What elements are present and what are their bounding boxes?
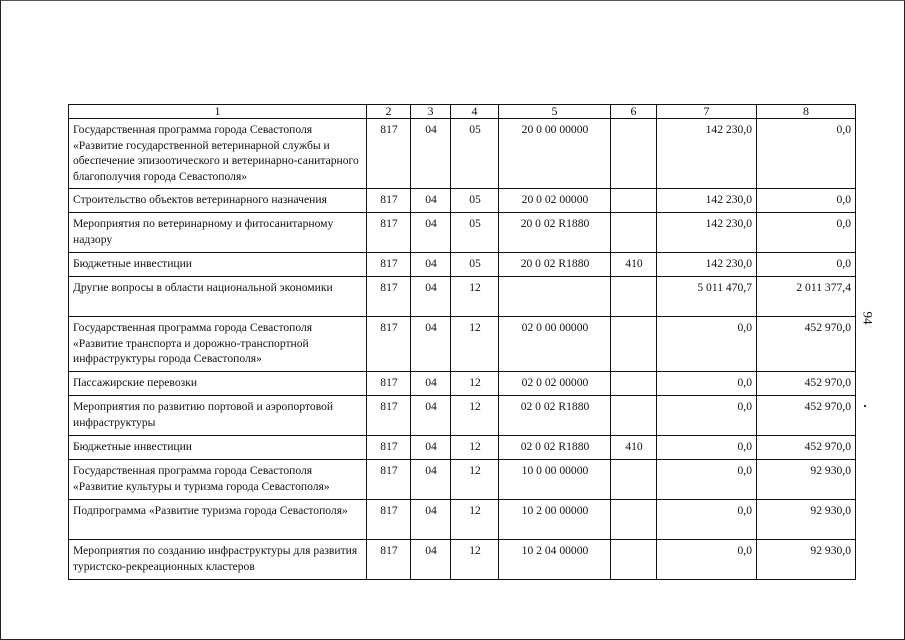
table-row bbox=[69, 540, 856, 580]
row-type-cell bbox=[611, 396, 657, 436]
row-name-cell: Бюджетные инвестиции bbox=[69, 436, 367, 460]
row-section-cell: 04 bbox=[411, 372, 451, 396]
row-amount-8-cell: 92 930,0 bbox=[757, 460, 856, 500]
row-subsection-cell: 12 bbox=[451, 436, 499, 460]
row-code-cell: 817 bbox=[367, 372, 411, 396]
row-type-cell: 410 bbox=[611, 253, 657, 277]
table-row bbox=[69, 277, 856, 317]
row-target-cell: 20 0 02 R1880 bbox=[499, 253, 611, 277]
row-code-cell: 817 bbox=[367, 500, 411, 540]
row-amount-7-cell: 142 230,0 bbox=[657, 119, 757, 189]
row-code-cell: 817 bbox=[367, 277, 411, 317]
row-subsection-cell: 05 bbox=[451, 119, 499, 189]
scan-speck bbox=[864, 405, 866, 407]
row-amount-7-cell: 0,0 bbox=[657, 500, 757, 540]
row-amount-8-cell: 452 970,0 bbox=[757, 396, 856, 436]
row-amount-7-cell: 142 230,0 bbox=[657, 213, 757, 253]
row-type-cell bbox=[611, 540, 657, 580]
table-row bbox=[69, 500, 856, 540]
row-name-cell: Строительство объектов ветеринарного назначения bbox=[69, 189, 367, 213]
row-amount-8-cell: 92 930,0 bbox=[757, 540, 856, 580]
row-subsection-cell: 12 bbox=[451, 396, 499, 436]
table-row bbox=[69, 119, 856, 189]
header-cell: 6 bbox=[611, 105, 657, 119]
row-target-cell: 02 0 02 00000 bbox=[499, 372, 611, 396]
table-row bbox=[69, 189, 856, 213]
row-code-cell: 817 bbox=[367, 189, 411, 213]
row-name-cell: Бюджетные инвестиции bbox=[69, 253, 367, 277]
row-section-cell: 04 bbox=[411, 396, 451, 436]
row-section-cell: 04 bbox=[411, 119, 451, 189]
row-section-cell: 04 bbox=[411, 189, 451, 213]
table-row bbox=[69, 436, 856, 460]
row-type-cell bbox=[611, 277, 657, 317]
row-target-cell: 20 0 02 R1880 bbox=[499, 213, 611, 253]
row-code-cell: 817 bbox=[367, 213, 411, 253]
row-section-cell: 04 bbox=[411, 253, 451, 277]
page-number: 94 bbox=[860, 311, 876, 325]
row-amount-8-cell: 452 970,0 bbox=[757, 317, 856, 372]
row-subsection-cell: 12 bbox=[451, 277, 499, 317]
row-amount-8-cell: 0,0 bbox=[757, 119, 856, 189]
row-amount-8-cell: 0,0 bbox=[757, 213, 856, 253]
row-code-cell: 817 bbox=[367, 460, 411, 500]
row-type-cell bbox=[611, 213, 657, 253]
row-section-cell: 04 bbox=[411, 500, 451, 540]
header-cell: 1 bbox=[69, 105, 367, 119]
row-code-cell: 817 bbox=[367, 540, 411, 580]
row-type-cell bbox=[611, 460, 657, 500]
row-target-cell: 02 0 00 00000 bbox=[499, 317, 611, 372]
row-subsection-cell: 12 bbox=[451, 372, 499, 396]
row-section-cell: 04 bbox=[411, 540, 451, 580]
row-amount-8-cell: 2 011 377,4 bbox=[757, 277, 856, 317]
row-amount-7-cell: 0,0 bbox=[657, 396, 757, 436]
table-row bbox=[69, 460, 856, 500]
row-amount-8-cell: 0,0 bbox=[757, 253, 856, 277]
table-row bbox=[69, 317, 856, 372]
row-type-cell bbox=[611, 119, 657, 189]
table-header-row bbox=[69, 105, 856, 119]
table-row bbox=[69, 213, 856, 253]
row-amount-7-cell: 0,0 bbox=[657, 436, 757, 460]
row-target-cell: 10 0 00 00000 bbox=[499, 460, 611, 500]
table-body bbox=[69, 105, 856, 580]
row-amount-8-cell: 452 970,0 bbox=[757, 436, 856, 460]
header-cell: 3 bbox=[411, 105, 451, 119]
row-target-cell: 10 2 00 00000 bbox=[499, 500, 611, 540]
row-name-cell: Государственная программа города Севастополя «Развитие культуры и туризма города Севастополя» bbox=[69, 460, 367, 500]
row-subsection-cell: 05 bbox=[451, 189, 499, 213]
row-name-cell: Пассажирские перевозки bbox=[69, 372, 367, 396]
row-amount-8-cell: 92 930,0 bbox=[757, 500, 856, 540]
row-subsection-cell: 12 bbox=[451, 460, 499, 500]
row-name-cell: Подпрограмма «Развитие туризма города Севастополя» bbox=[69, 500, 367, 540]
row-subsection-cell: 12 bbox=[451, 540, 499, 580]
header-cell: 4 bbox=[451, 105, 499, 119]
row-target-cell: 20 0 00 00000 bbox=[499, 119, 611, 189]
row-amount-7-cell: 5 011 470,7 bbox=[657, 277, 757, 317]
row-subsection-cell: 12 bbox=[451, 317, 499, 372]
row-code-cell: 817 bbox=[367, 317, 411, 372]
row-target-cell: 10 2 04 00000 bbox=[499, 540, 611, 580]
row-target-cell: 20 0 02 00000 bbox=[499, 189, 611, 213]
row-code-cell: 817 bbox=[367, 253, 411, 277]
row-amount-7-cell: 142 230,0 bbox=[657, 189, 757, 213]
row-amount-8-cell: 452 970,0 bbox=[757, 372, 856, 396]
row-name-cell: Мероприятия по созданию инфраструктуры для развития туристско-рекреационных кластеров bbox=[69, 540, 367, 580]
row-section-cell: 04 bbox=[411, 460, 451, 500]
row-target-cell: 02 0 02 R1880 bbox=[499, 396, 611, 436]
row-amount-8-cell: 0,0 bbox=[757, 189, 856, 213]
table-row bbox=[69, 396, 856, 436]
row-subsection-cell: 05 bbox=[451, 213, 499, 253]
table-row bbox=[69, 253, 856, 277]
header-cell: 5 bbox=[499, 105, 611, 119]
row-type-cell bbox=[611, 372, 657, 396]
row-subsection-cell: 05 bbox=[451, 253, 499, 277]
row-type-cell bbox=[611, 189, 657, 213]
row-amount-7-cell: 0,0 bbox=[657, 540, 757, 580]
header-cell: 7 bbox=[657, 105, 757, 119]
row-code-cell: 817 bbox=[367, 396, 411, 436]
row-target-cell: 02 0 02 R1880 bbox=[499, 436, 611, 460]
row-amount-7-cell: 0,0 bbox=[657, 460, 757, 500]
table-row bbox=[69, 372, 856, 396]
header-cell: 8 bbox=[757, 105, 856, 119]
row-section-cell: 04 bbox=[411, 277, 451, 317]
row-name-cell: Государственная программа города Севастополя «Развитие государственной ветеринарной службы и обеспечение эпизоотического и ветеринарно-санитарного благополучия города Севастополя» bbox=[69, 119, 367, 189]
header-cell: 2 bbox=[367, 105, 411, 119]
row-section-cell: 04 bbox=[411, 213, 451, 253]
row-type-cell bbox=[611, 500, 657, 540]
row-type-cell bbox=[611, 317, 657, 372]
row-name-cell: Другие вопросы в области национальной экономики bbox=[69, 277, 367, 317]
row-amount-7-cell: 142 230,0 bbox=[657, 253, 757, 277]
row-target-cell bbox=[499, 277, 611, 317]
row-name-cell: Мероприятия по развитию портовой и аэропортовой инфраструктуры bbox=[69, 396, 367, 436]
row-section-cell: 04 bbox=[411, 317, 451, 372]
row-name-cell: Мероприятия по ветеринарному и фитосанитарному надзору bbox=[69, 213, 367, 253]
row-amount-7-cell: 0,0 bbox=[657, 317, 757, 372]
budget-table bbox=[68, 104, 856, 580]
row-type-cell: 410 bbox=[611, 436, 657, 460]
row-section-cell: 04 bbox=[411, 436, 451, 460]
row-code-cell: 817 bbox=[367, 436, 411, 460]
row-subsection-cell: 12 bbox=[451, 500, 499, 540]
row-name-cell: Государственная программа города Севастополя «Развитие транспорта и дорожно-транспортной инфраструктуры города Севастополя» bbox=[69, 317, 367, 372]
row-code-cell: 817 bbox=[367, 119, 411, 189]
row-amount-7-cell: 0,0 bbox=[657, 372, 757, 396]
